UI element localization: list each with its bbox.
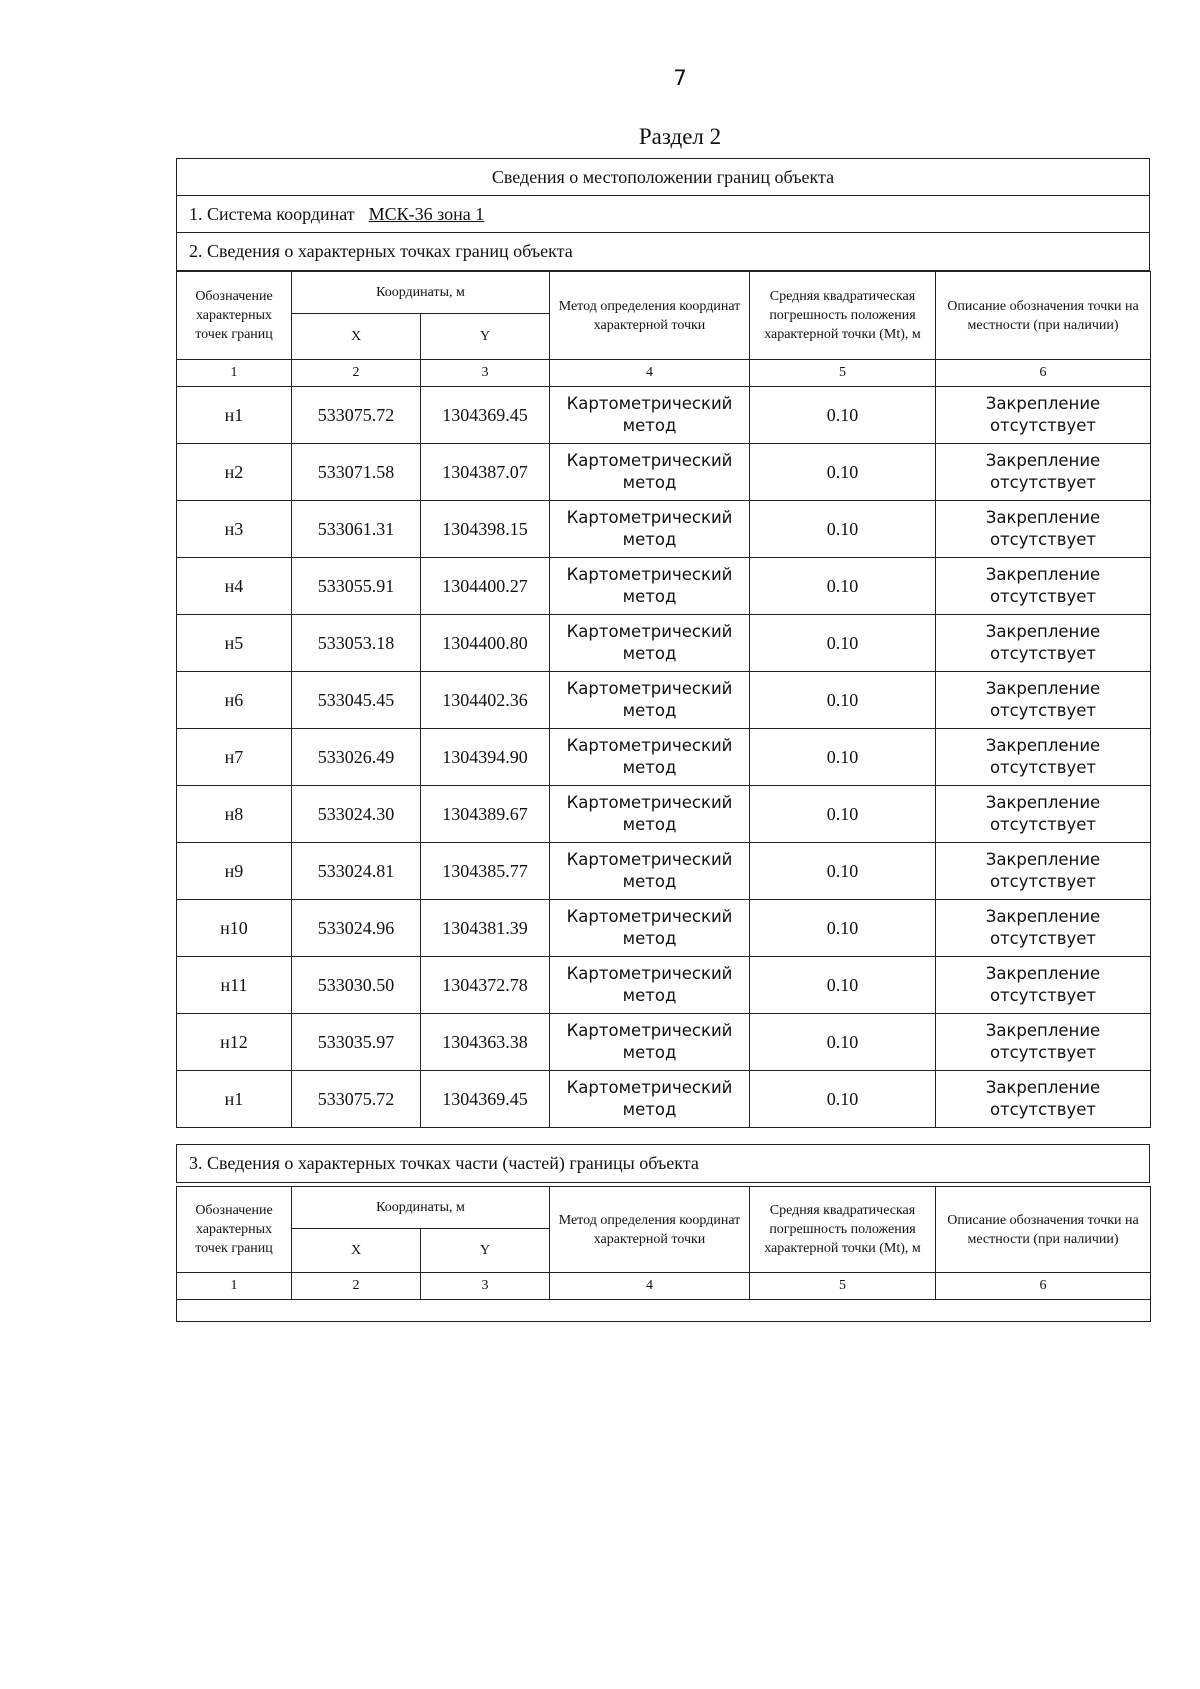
point-description-line2: отсутствует (989, 530, 1097, 549)
point-error: 0.10 (750, 900, 936, 957)
point-method (550, 900, 750, 957)
point-y: 1304394.90 (421, 729, 550, 786)
table-row (177, 672, 1151, 729)
point-method (550, 672, 750, 729)
point-error: 0.10 (750, 957, 936, 1014)
point-description-line1: Закрепление (985, 793, 1101, 812)
column-number: 6 (936, 360, 1151, 387)
point-description-line1: Закрепление (985, 1078, 1101, 1097)
s3-header-coordinates: Координаты, м (292, 1187, 550, 1229)
point-description-line1: Закрепление (985, 850, 1101, 869)
header-coordinates: Координаты, м (292, 272, 550, 314)
points-title-row (177, 233, 1149, 270)
table-row (177, 444, 1151, 501)
point-x: 533075.72 (292, 1071, 421, 1128)
point-method-line1: Картометрический (566, 394, 733, 413)
box-header (177, 159, 1149, 196)
table-row (177, 729, 1151, 786)
point-y: 1304369.45 (421, 1071, 550, 1128)
point-method-line2: метод (622, 530, 677, 549)
header-description: Описание обозначения точки на местности (при наличии) (936, 272, 1151, 360)
s3-empty-row (177, 1300, 1151, 1322)
table-row (177, 558, 1151, 615)
table-row (177, 1071, 1151, 1128)
point-error: 0.10 (750, 672, 936, 729)
table-row (177, 900, 1151, 957)
points-table (176, 271, 1151, 1128)
point-description (936, 615, 1151, 672)
point-method-line2: метод (622, 815, 677, 834)
column-number: 3 (421, 360, 550, 387)
s3-header-description: Описание обозначения точки на местности (при наличии) (936, 1187, 1151, 1273)
header-x: X (292, 314, 421, 360)
point-description-line2: отсутствует (989, 758, 1097, 777)
table-row (177, 786, 1151, 843)
point-x: 533026.49 (292, 729, 421, 786)
point-description-line2: отсутствует (989, 815, 1097, 834)
point-error: 0.10 (750, 1014, 936, 1071)
point-x: 533030.50 (292, 957, 421, 1014)
s3-column-number: 2 (292, 1273, 421, 1300)
point-description (936, 501, 1151, 558)
point-method (550, 729, 750, 786)
point-description-line2: отсутствует (989, 1043, 1097, 1062)
point-method (550, 786, 750, 843)
point-method-line1: Картометрический (566, 850, 733, 869)
point-error: 0.10 (750, 786, 936, 843)
point-id: н3 (177, 501, 292, 558)
header-designation: Обозначение характерных точек границ (177, 272, 292, 360)
point-y: 1304381.39 (421, 900, 550, 957)
table-row (177, 1014, 1151, 1071)
point-error: 0.10 (750, 843, 936, 900)
point-description-line1: Закрепление (985, 394, 1101, 413)
point-description (936, 387, 1151, 444)
point-id: н11 (177, 957, 292, 1014)
point-description (936, 786, 1151, 843)
point-error: 0.10 (750, 444, 936, 501)
point-method (550, 843, 750, 900)
point-method (550, 615, 750, 672)
point-id: н12 (177, 1014, 292, 1071)
point-x: 533053.18 (292, 615, 421, 672)
point-method-line2: метод (622, 644, 677, 663)
point-description-line1: Закрепление (985, 736, 1101, 755)
s3-header-method: Метод определения координат характерной точки (550, 1187, 750, 1273)
point-y: 1304369.45 (421, 387, 550, 444)
section-title: Раздел 2 (638, 124, 722, 149)
s3-column-number: 5 (750, 1273, 936, 1300)
point-id: н1 (177, 1071, 292, 1128)
header-method: Метод определения координат характерной точки (550, 272, 750, 360)
point-description-line2: отсутствует (989, 701, 1097, 720)
point-description (936, 672, 1151, 729)
column-number: 4 (550, 360, 750, 387)
column-number-row (177, 360, 1151, 387)
point-x: 533024.30 (292, 786, 421, 843)
point-description-line1: Закрепление (985, 508, 1101, 527)
point-id: н6 (177, 672, 292, 729)
point-method-line2: метод (622, 872, 677, 891)
s3-header-designation: Обозначение характерных точек границ (177, 1187, 292, 1273)
coord-system-row (177, 196, 1149, 233)
point-y: 1304389.67 (421, 786, 550, 843)
point-y: 1304400.80 (421, 615, 550, 672)
point-description (936, 1014, 1151, 1071)
point-method (550, 558, 750, 615)
point-method-line1: Картометрический (566, 907, 733, 926)
point-error: 0.10 (750, 558, 936, 615)
point-description (936, 957, 1151, 1014)
point-method-line2: метод (622, 1043, 677, 1062)
point-id: н7 (177, 729, 292, 786)
s3-column-number: 6 (936, 1273, 1151, 1300)
table-row (177, 843, 1151, 900)
point-description (936, 843, 1151, 900)
point-description-line1: Закрепление (985, 907, 1101, 926)
point-method-line2: метод (622, 701, 677, 720)
point-id: н1 (177, 387, 292, 444)
point-id: н5 (177, 615, 292, 672)
point-method (550, 1071, 750, 1128)
point-method-line1: Картометрический (566, 793, 733, 812)
point-y: 1304363.38 (421, 1014, 550, 1071)
point-method (550, 387, 750, 444)
s3-column-number: 4 (550, 1273, 750, 1300)
point-error: 0.10 (750, 729, 936, 786)
point-method-line1: Картометрический (566, 1078, 733, 1097)
point-description (936, 1071, 1151, 1128)
s3-empty-cell (177, 1300, 1151, 1322)
column-number: 2 (292, 360, 421, 387)
table-row (177, 615, 1151, 672)
point-y: 1304385.77 (421, 843, 550, 900)
point-id: н10 (177, 900, 292, 957)
point-method-line1: Картометрический (566, 964, 733, 983)
point-x: 533045.45 (292, 672, 421, 729)
point-method-line1: Картометрический (566, 565, 733, 584)
point-description-line1: Закрепление (985, 679, 1101, 698)
column-number: 1 (177, 360, 292, 387)
point-x: 533071.58 (292, 444, 421, 501)
point-x: 533024.96 (292, 900, 421, 957)
point-description-line2: отсутствует (989, 416, 1097, 435)
s3-column-number-row (177, 1273, 1151, 1300)
point-description-line2: отсутствует (989, 644, 1097, 663)
s3-header-x: X (292, 1229, 421, 1273)
point-method-line2: метод (622, 758, 677, 777)
point-description-line1: Закрепление (985, 964, 1101, 983)
section3-table (176, 1186, 1151, 1322)
point-method-line1: Картометрический (566, 679, 733, 698)
point-description-line2: отсутствует (989, 929, 1097, 948)
point-method-line2: метод (622, 1100, 677, 1119)
point-method (550, 1014, 750, 1071)
point-y: 1304387.07 (421, 444, 550, 501)
point-description (936, 444, 1151, 501)
point-description (936, 900, 1151, 957)
point-method-line2: метод (622, 587, 677, 606)
point-description-line2: отсутствует (989, 473, 1097, 492)
point-method-line1: Картометрический (566, 508, 733, 527)
point-description-line2: отсутствует (989, 587, 1097, 606)
box-header-text: Сведения о местоположении границ объекта (491, 166, 835, 187)
table-row (177, 957, 1151, 1014)
table-row (177, 501, 1151, 558)
point-error: 0.10 (750, 501, 936, 558)
s3-header-y: Y (421, 1229, 550, 1273)
points-title: 2. Сведения о характерных точках границ объекта (189, 241, 573, 261)
point-description-line2: отсутствует (989, 986, 1097, 1005)
point-method-line2: метод (622, 416, 677, 435)
point-x: 533055.91 (292, 558, 421, 615)
point-description-line1: Закрепление (985, 622, 1101, 641)
point-method-line1: Картометрический (566, 1021, 733, 1040)
point-id: н2 (177, 444, 292, 501)
section3-title-row (177, 1145, 1149, 1182)
point-x: 533061.31 (292, 501, 421, 558)
point-error: 0.10 (750, 615, 936, 672)
point-method-line1: Картометрический (566, 451, 733, 470)
point-id: н8 (177, 786, 292, 843)
point-description (936, 729, 1151, 786)
point-y: 1304398.15 (421, 501, 550, 558)
point-error: 0.10 (750, 387, 936, 444)
section3-title: 3. Сведения о характерных точках части (частей) границы объекта (189, 1153, 699, 1173)
point-method (550, 957, 750, 1014)
page-number: 7 (673, 66, 687, 90)
s3-header-error: Средняя квадратическая погрешность положения характерной точки (Mt), м (750, 1187, 936, 1273)
header-y: Y (421, 314, 550, 360)
header-error: Средняя квадратическая погрешность положения характерной точки (Mt), м (750, 272, 936, 360)
point-id: н4 (177, 558, 292, 615)
section3-box (176, 1144, 1150, 1183)
point-y: 1304400.27 (421, 558, 550, 615)
point-method-line2: метод (622, 929, 677, 948)
point-description-line2: отсутствует (989, 1100, 1097, 1119)
table-row (177, 387, 1151, 444)
point-description-line1: Закрепление (985, 565, 1101, 584)
point-error: 0.10 (750, 1071, 936, 1128)
point-method-line1: Картометрический (566, 736, 733, 755)
point-description-line2: отсутствует (989, 872, 1097, 891)
point-description-line1: Закрепление (985, 1021, 1101, 1040)
point-y: 1304372.78 (421, 957, 550, 1014)
point-method-line2: метод (622, 473, 677, 492)
point-method (550, 501, 750, 558)
info-box (176, 158, 1150, 271)
column-number: 5 (750, 360, 936, 387)
point-description-line1: Закрепление (985, 451, 1101, 470)
point-method-line2: метод (622, 986, 677, 1005)
point-x: 533075.72 (292, 387, 421, 444)
point-y: 1304402.36 (421, 672, 550, 729)
coord-system-value: МСК-36 зона 1 (368, 203, 485, 224)
s3-column-number: 3 (421, 1273, 550, 1300)
coord-system-label: 1. Система координат (189, 203, 355, 224)
s3-column-number: 1 (177, 1273, 292, 1300)
point-x: 533024.81 (292, 843, 421, 900)
point-method-line1: Картометрический (566, 622, 733, 641)
point-method (550, 444, 750, 501)
point-x: 533035.97 (292, 1014, 421, 1071)
point-description (936, 558, 1151, 615)
point-id: н9 (177, 843, 292, 900)
